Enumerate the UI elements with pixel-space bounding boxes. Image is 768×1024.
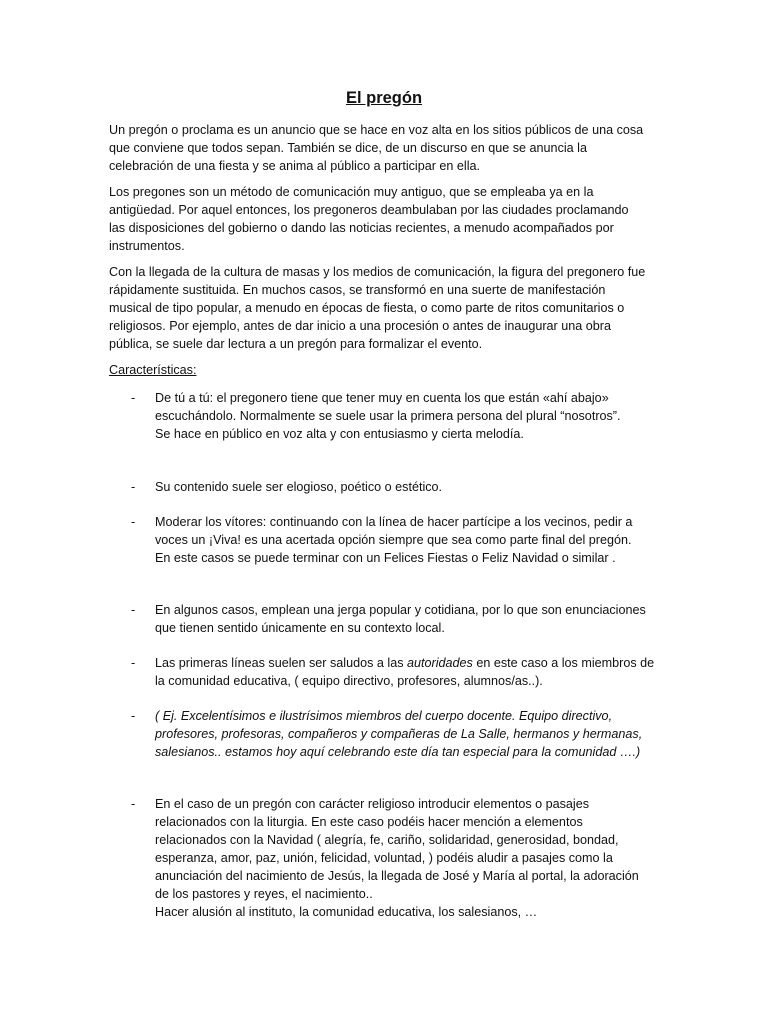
- list-item-text: De tú a tú: el pregonero tiene que tener muy en cuenta los que están «ahí abajo» escuchándolo. Normalmente se suele usar la primera persona del plural “nosotros”. Se hace en público en voz alta y con entusiasmo y cierta melodía.: [155, 391, 621, 441]
- text-line: que conviene que todos sepan. También se dice, de un discurso en que se anuncia la: [109, 141, 587, 155]
- bullet-dash: -: [131, 480, 136, 494]
- list-item-text: ( Ej. Excelentísimos e ilustrísimos miembros del cuerpo docente. Equipo directivo, profesores, profesoras, compañeros y compañeras de La Salle, hermanos y hermanas, salesianos.. estamos hoy aquí celebrando este día tan especial para la comunidad ….): [155, 709, 643, 759]
- text-line: antigüedad. Por aquel entonces, los pregoneros deambulaban por las ciudades proclamando: [109, 203, 629, 217]
- text-line: celebración de una fiesta y se anima al público a participar en ella.: [109, 159, 481, 173]
- text-line: Un pregón o proclama es un anuncio que se hace en voz alta en los sitios públicos de una cosa: [109, 123, 644, 137]
- list-item-text: Las primeras líneas suelen ser saludos a las autoridades en este caso a los miembros de la comunidad educativa, ( equipo directivo, profesores, alumnos/as..).: [155, 656, 655, 688]
- emphasis-text: autoridades: [407, 656, 473, 670]
- section-heading: Características:: [109, 363, 197, 377]
- bullet-dash: -: [131, 797, 136, 811]
- text-line: rápidamente sustituida. En muchos casos, se transformó en una suerte de manifestación: [109, 283, 606, 297]
- bullet-dash: -: [131, 391, 136, 405]
- text-line: religiosos. Por ejemplo, antes de dar inicio a una procesión o antes de inaugurar una obra: [109, 319, 611, 333]
- bullet-dash: -: [131, 656, 136, 670]
- paragraph-history: [109, 183, 669, 255]
- text-line: Los pregones son un método de comunicación muy antiguo, que se empleaba ya en la: [109, 185, 594, 199]
- list-item-text: En algunos casos, emplean una jerga popular y cotidiana, por lo que son enunciaciones que tienen sentido únicamente en su contexto local.: [155, 603, 646, 635]
- list-item-text: Su contenido suele ser elogioso, poético o estético.: [155, 480, 443, 494]
- paragraph-definition: [109, 121, 669, 175]
- list-item-text: Moderar los vítores: continuando con la línea de hacer partícipe a los vecinos, pedir a voces un ¡Viva! es una acertada opción siempre que sea como parte final del pregón. En este casos se puede terminar con un Felices Fiestas o Feliz Navidad o similar .: [155, 515, 633, 565]
- text-line: las disposiciones del gobierno o dando las noticias recientes, a menudo acompañados por: [109, 221, 614, 235]
- text-line: pública, se suele dar lectura a un pregón para formalizar el evento.: [109, 337, 483, 351]
- document-title: El pregón: [345, 89, 423, 107]
- text-line: instrumentos.: [109, 239, 185, 253]
- paragraph-modern: [109, 263, 669, 353]
- bullet-dash: -: [131, 603, 136, 617]
- bullet-dash: -: [131, 515, 136, 529]
- bullet-dash: -: [131, 709, 136, 723]
- text-line: Con la llegada de la cultura de masas y los medios de comunicación, la figura del pregonero fue: [109, 265, 646, 279]
- text-line: musical de tipo popular, a menudo en épocas de fiesta, o como parte de ritos comunitarios o: [109, 301, 625, 315]
- list-item-text: En el caso de un pregón con carácter religioso introducir elementos o pasajes relacionados con la liturgia. En este caso podéis hacer mención a elementos relacionados con la Navidad ( alegría, fe, cariño, solidaridad, generosidad, bondad, esperanza, amor, paz, unión, felicidad, voluntad, ) podéis aludir a pasajes como la anunciación del nacimiento de Jesús, la llegada de José y María al portal, la adoración de los pastores y reyes, el nacimiento.. Hacer alusión al instituto, la comunidad educativa, los salesianos, …: [155, 797, 639, 919]
